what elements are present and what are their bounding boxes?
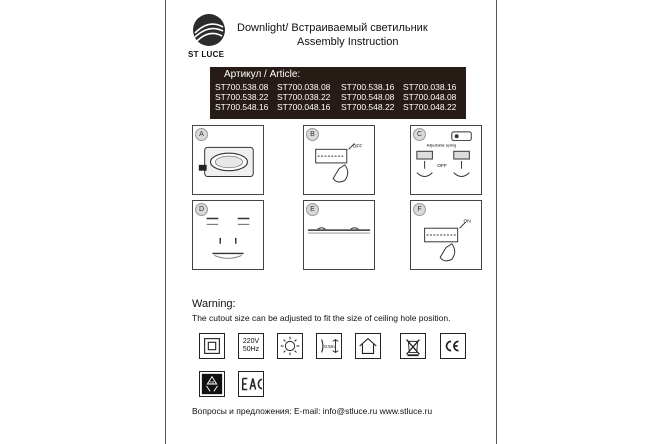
article-code: ST700.038.08 [277,82,331,92]
article-code: ST700.048.16 [277,102,331,112]
article-code: ST700.538.22 [215,92,269,102]
article-code: ST700.548.08 [341,92,395,102]
article-code: ST700.038.22 [277,92,331,102]
step-d-panel [192,200,264,270]
article-code: ST700.048.08 [403,92,457,102]
step-a-badge: A [195,128,208,141]
article-box [210,67,466,119]
article-code: ST700.038.16 [403,82,457,92]
article-codes [215,82,463,112]
document-subtitle: Assembly Instruction [297,36,399,48]
document-title: Downlight/ Встраиваемый светильник [237,22,428,34]
ce-mark-icon [440,333,466,359]
article-code: ST700.538.08 [215,82,269,92]
warning-text: The cutout size can be adjusted to fit the size of ceiling hole position. [192,313,451,323]
st-luce-logo-icon [192,13,226,47]
recycle-code: 20 [209,380,215,385]
step-b-badge: B [306,128,319,141]
step-f-badge: F [413,203,426,216]
recycle-icon [199,371,225,397]
step-b-off-label: OFF [352,144,363,150]
brand-name: ST LUCE [188,50,225,59]
step-f-on-label: ON [463,219,471,225]
article-code: ST700.048.22 [403,102,457,112]
step-c-spring-label: Adjustable spring [426,142,457,148]
step-b-panel [303,125,375,195]
step-e-panel [303,200,375,270]
step-c-off-label: OFF [437,163,447,169]
step-c-badge: C [413,128,426,141]
class-ii-insulation-icon [199,333,225,359]
warning-title: Warning: [192,298,236,310]
step-e-badge: E [306,203,319,216]
weee-disposal-icon [400,333,426,359]
step-d-badge: D [195,203,208,216]
article-heading: Артикул / Article: [224,69,301,80]
distance-value: 0.5m [324,343,335,349]
contact-line: Вопросы и предложения: E-mail: info@stluce.ru www.stluce.ru [192,406,433,416]
article-code: ST700.548.16 [215,102,269,112]
frequency-value: 50Hz [242,346,260,353]
min-distance-icon [316,333,342,359]
step-c-panel [410,125,482,195]
voltage-icon [238,333,264,359]
article-code: ST700.548.22 [341,102,395,112]
voltage-value: 220V [242,338,260,345]
step-f-panel [410,200,482,270]
eac-mark-icon [238,371,264,397]
indoor-use-icon [355,333,381,359]
article-code: ST700.538.16 [341,82,395,92]
no-dimmer-icon [277,333,303,359]
step-a-panel [192,125,264,195]
